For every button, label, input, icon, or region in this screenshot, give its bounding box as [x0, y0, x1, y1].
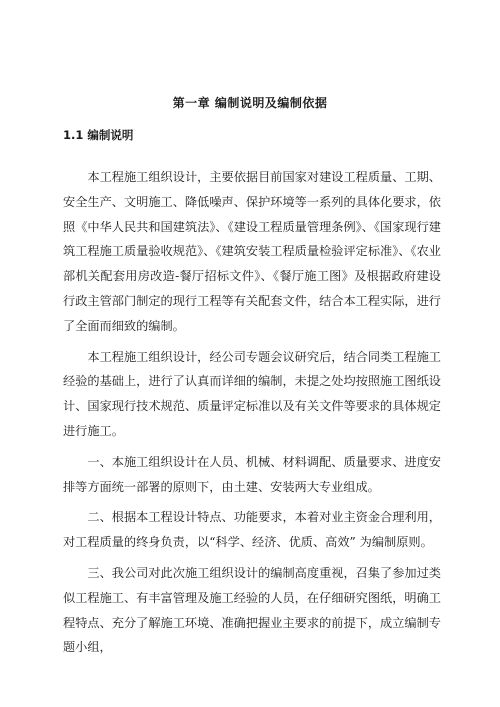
paragraph: 二、根据本工程设计特点、功能要求，本着对业主资金合理利用，对工程质量的终身负责，以“科学、经济、优质、高效” 为编制原则。 [63, 510, 441, 550]
chapter-title: 第一章 编制说明及编制依据 [172, 96, 328, 110]
body-text [63, 165, 441, 666]
paragraph: 一、本施工组织设计在人员、机械、材料调配、质量要求、进度安排等方面统一部署的原则下，由土建、安装两大专业组成。 [63, 454, 441, 494]
paragraph: 三、我公司对此次施工组织设计的编制高度重视，召集了参加过类似工程施工、有丰富管理及施工经验的人员，在仔细研究图纸，明确工程特点、充分了解施工环境、准确把握业主要求的前提下，成立编制专题小组， [63, 565, 441, 655]
paragraph: 本工程施工组织设计，经公司专题会议研究后，结合同类工程施工经验的基础上，进行了认真而详细的编制，未提之处均按照施工图纸设计、国家现行技术规范、质量评定标准以及有关文件等要求的具体规定进行施工。 [63, 349, 441, 438]
paragraph: 本工程施工组织设计，主要依据目前国家对建设工程质量、工期、安全生产、文明施工、降低噪声、保护环境等一系列的具体化要求，依照《中华人民共和国建筑法》、《建设工程质量管理条例》、《国家现行建筑工程施工质量验收规范》、《建筑安装工程质量检验评定标准》、《农业部机关配套用房改造-餐厅招标文件》、《餐厅施工图》及根据政府建设行政主管部门制定的现行工程等有关配套文件，结合本工程实际，进行了全面而细致的编制。 [63, 170, 441, 333]
section-title: 1.1 编制说明 [63, 128, 134, 142]
